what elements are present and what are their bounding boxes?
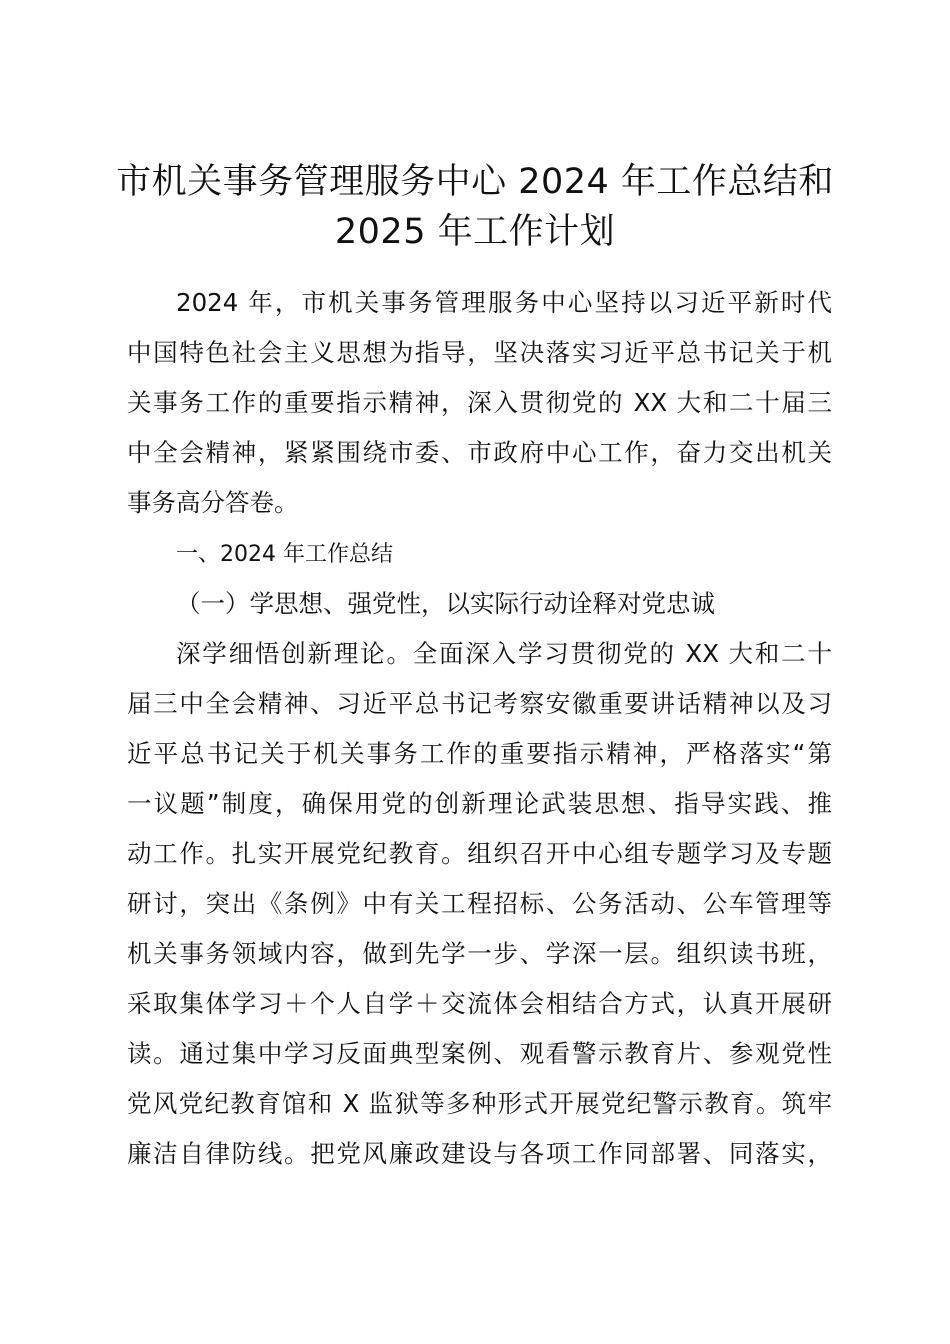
- intro-paragraph-line: 事务高分答卷。: [127, 488, 299, 517]
- intro-paragraph-line: 关事务工作的重要指示精神，深入贯彻党的 XX 大和二十届三: [127, 388, 832, 417]
- document-title-line-1: 市机关事务管理服务中心 2024 年工作总结和: [116, 162, 834, 202]
- document-title-line-2: 2025 年工作计划: [334, 212, 616, 252]
- body-paragraph-line: 届三中全会精神、习近平总书记考察安徽重要讲话精神以及习: [127, 689, 832, 718]
- section-heading: 一、2024 年工作总结: [176, 542, 393, 567]
- body-paragraph-line: 深学细悟创新理论。全面深入学习贯彻党的 XX 大和二十: [176, 639, 832, 668]
- body-paragraph-line: 党风党纪教育馆和 X 监狱等多种形式开展党纪警示教育。筑牢: [127, 1089, 832, 1118]
- body-paragraph-line: 廉洁自律防线。把党风廉政建设与各项工作同部署、同落实，: [127, 1139, 832, 1168]
- body-paragraph-line: 读。通过集中学习反面典型案例、观看警示教育片、参观党性: [127, 1039, 832, 1068]
- body-paragraph-line: 动工作。扎实开展党纪教育。组织召开中心组专题学习及专题: [127, 839, 832, 868]
- body-paragraph-line: 采取集体学习＋个人自学＋交流体会相结合方式，认真开展研: [127, 989, 832, 1018]
- body-paragraph-line: 一议题”制度，确保用党的创新理论武装思想、指导实践、推: [127, 789, 832, 818]
- subsection-heading: （一）学思想、强党性，以实际行动诠释对党忠诚: [176, 589, 715, 618]
- intro-paragraph-line: 中国特色社会主义思想为指导，坚决落实习近平总书记关于机: [127, 338, 832, 367]
- body-paragraph-line: 近平总书记关于机关事务工作的重要指示精神，严格落实“第: [127, 739, 832, 768]
- intro-paragraph-line: 中全会精神，紧紧围绕市委、市政府中心工作，奋力交出机关: [127, 438, 832, 467]
- body-paragraph-line: 研讨，突出《条例》中有关工程招标、公务活动、公车管理等: [127, 889, 832, 918]
- body-paragraph-line: 机关事务领域内容，做到先学一步、学深一层。组织读书班，: [127, 939, 832, 968]
- intro-paragraph-line: 2024 年，市机关事务管理服务中心坚持以习近平新时代: [176, 288, 832, 317]
